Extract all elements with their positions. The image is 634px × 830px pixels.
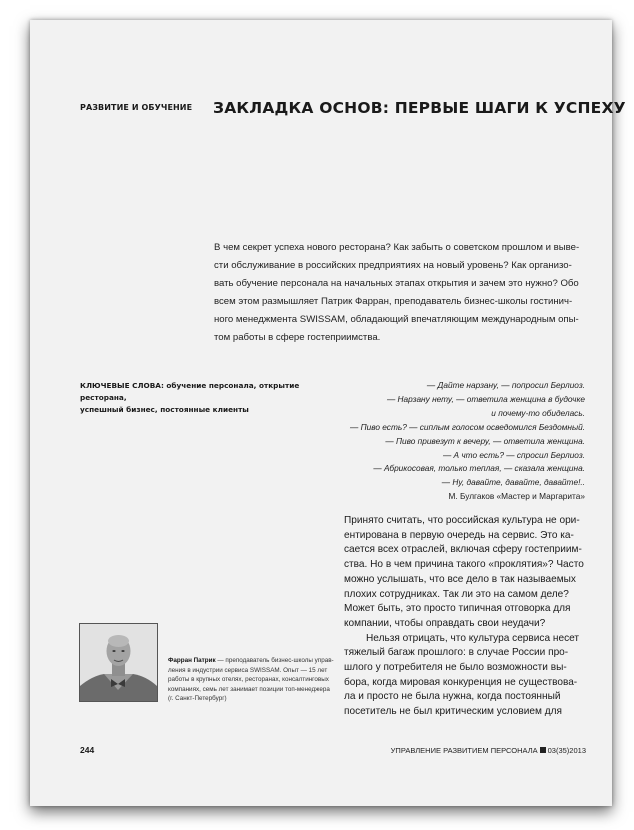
body-line: Нельзя отрицать, что культура сервиса несет <box>366 632 580 644</box>
epigraph <box>320 379 585 504</box>
author-portrait-icon <box>80 624 157 701</box>
article-body <box>344 514 594 720</box>
body-line: ентирована в первую очередь на сервис. Это ка- <box>344 529 574 541</box>
epigraph-line: — А что есть? — спросил Берлиоз. <box>442 449 585 460</box>
section-label: РАЗВИТИЕ И ОБУЧЕНИЕ <box>80 103 193 112</box>
author-bio <box>168 656 334 704</box>
author-photo <box>79 623 158 702</box>
lead-line: В чем секрет успеха нового ресторана? Как забыть о советском прошлом и выве- <box>214 242 580 253</box>
body-line: можно услышать, что все дело в так называемых <box>344 573 576 585</box>
body-line: Принято считать, что российская культура не ори- <box>344 515 580 526</box>
bio-line: компаниях, семь лет занимает позиции топ-менеджера <box>168 685 330 693</box>
body-line: шлого у потребителя не было возможности вы- <box>344 662 567 674</box>
epigraph-line: — Абрикосовая, только теплая, — сказала женщина. <box>373 463 585 474</box>
article-title: ЗАКЛАДКА ОСНОВ: ПЕРВЫЕ ШАГИ К УСПЕХУ <box>213 99 626 117</box>
keywords-line: обучение персонала, открытие ресторана, <box>80 381 300 402</box>
body-line: ла и просто не была нужна, когда постоянный <box>344 691 561 703</box>
article-lead <box>214 239 586 347</box>
bio-line: (г. Санкт-Петербург) <box>168 695 227 703</box>
body-line: плохих сотрудниках. Так ли это на самом деле? <box>344 588 569 600</box>
body-line: Может быть, это просто типичная отговорка для <box>344 603 571 615</box>
body-line: ства. Но в чем причина такого «проклятия»? Часто <box>344 559 584 571</box>
square-bullet-icon <box>540 747 546 753</box>
epigraph-line: — Дайте нарзану, — попросил Берлиоз. <box>426 380 585 390</box>
author-name: Фарран Патрик <box>168 657 216 664</box>
epigraph-line: и почему-то обиделась. <box>491 407 585 418</box>
epigraph-line: — Пиво есть? — сиплым голосом осведомился Бездомный. <box>349 421 585 432</box>
keywords-label: КЛЮЧЕВЫЕ СЛОВА: <box>80 381 164 390</box>
bio-line: работы в крупных отелях, ресторанах, консалтинговых <box>168 676 329 684</box>
epigraph-line: — Ну, давайте, давайте, давайте!.. <box>441 477 585 488</box>
epigraph-line: — Пиво привезут к вечеру, — ответила женщина. <box>385 435 585 446</box>
bio-line <box>168 656 334 666</box>
body-line: тяжелый багаж прошлого: в случае России про- <box>344 647 569 659</box>
body-line: компании, чтобы оправдать свои неудачи? <box>344 617 546 629</box>
page-number: 244 <box>80 745 95 755</box>
lead-line: вать обучение персонала на начальных этапах открытия и зачем это нужно? Обо <box>214 278 579 289</box>
epigraph-line: — Нарзану нету, — ответила женщина в будочке <box>386 393 585 404</box>
journal-name: УПРАВЛЕНИЕ РАЗВИТИЕМ ПЕРСОНАЛА <box>390 746 538 755</box>
epigraph-source: М. Булгаков «Мастер и Маргарита» <box>448 491 585 502</box>
lead-line: всем этом размышляет Патрик Фарран, преподаватель бизнес-школы гостинич- <box>214 296 573 307</box>
bio-text: — преподаватель бизнес-школы управ- <box>215 657 334 664</box>
lead-line: ного менеджмента SWISSAM, обладающий впечатляющим международным опы- <box>214 314 579 325</box>
magazine-page <box>30 20 626 806</box>
keywords-line: успешный бизнес, постоянные клиенты <box>80 405 249 414</box>
running-footer <box>391 746 586 755</box>
body-line: посетитель не был критическим условием для <box>344 706 562 718</box>
lead-line: сти обслуживание в российских предприятиях на новый уровень? Как организо- <box>214 260 572 271</box>
lead-line: том работы в сфере гостеприимства. <box>214 332 381 343</box>
keywords <box>80 380 330 416</box>
body-line: сается всех отраслей, включая сферу гостеприим- <box>344 544 582 556</box>
body-line: бора, когда мировая конкуренция не существова- <box>344 676 578 688</box>
issue-number: 03(35)2013 <box>547 746 586 755</box>
bio-line: ления в индустрии сервиса SWISSAM. Опыт — 15 лет <box>168 666 328 674</box>
